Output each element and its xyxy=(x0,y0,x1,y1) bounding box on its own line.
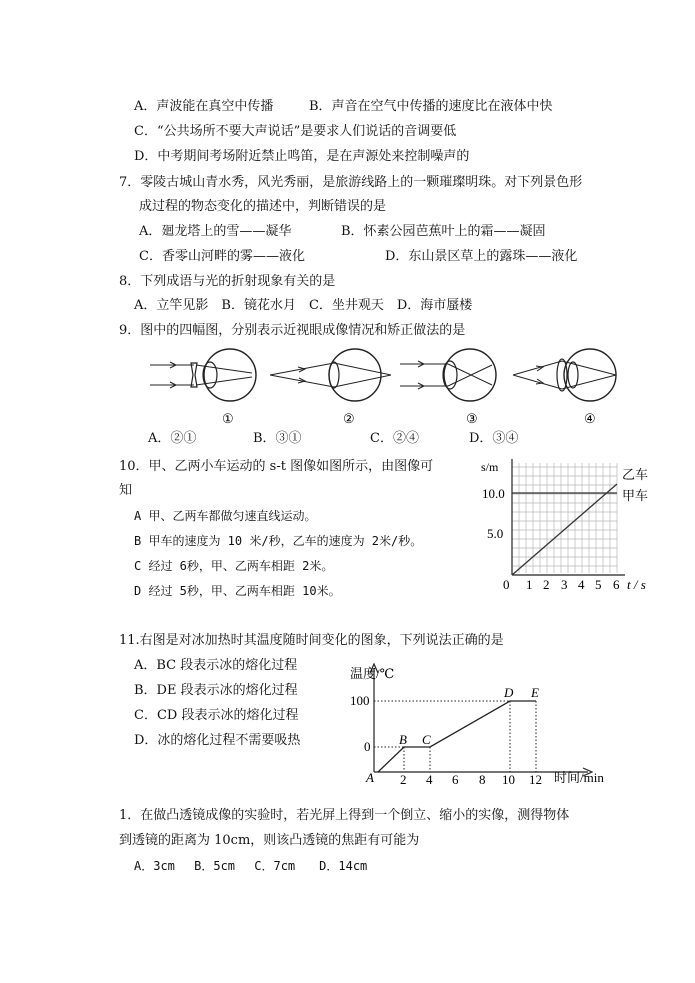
q10-legend-yi: 乙车 xyxy=(622,467,649,482)
q10-origin: 0 xyxy=(503,577,510,592)
eye-diagram-2 xyxy=(270,349,391,401)
eye-label-2: ② xyxy=(343,411,355,426)
q10-xtick-6: 6 xyxy=(613,577,620,592)
q6-option-d: D．中考期间考场附近禁止鸣笛，是在声源处来控制噪声的 xyxy=(134,149,470,164)
q10-option-c: C 经过 6秒，甲、乙两车相距 2米。 xyxy=(134,559,334,573)
q11-point-c: C xyxy=(422,732,431,747)
eye-diagram-3 xyxy=(400,349,496,401)
q11-stem: 11.右图是对冰加热时其温度随时间变化的图象，下列说法正确的是 xyxy=(119,633,504,648)
q6-option-b: B．声音在空气中传播的速度比在液体中快 xyxy=(309,99,553,114)
q8-options: A．立竿见影 B．镜花水月 C．坐井观天 D．海市蜃楼 xyxy=(134,298,473,313)
eye-label-4: ④ xyxy=(584,411,596,426)
eye-label-3: ③ xyxy=(466,411,478,426)
q7-stem-line2: 成过程的物态变化的描述中，判断错误的是 xyxy=(139,199,387,214)
q9-option-c: C．②④ xyxy=(370,431,419,446)
q10-stem-line2: 知 xyxy=(119,483,133,498)
q12-stem-line2: 到透镜的距离为 10cm，则该凸透镜的焦距有可能为 xyxy=(119,833,420,848)
q11-option-b: B．DE 段表示冰的熔化过程 xyxy=(134,683,298,698)
q10-ytick-10: 10.0 xyxy=(482,486,505,501)
q11-xtick-8: 8 xyxy=(479,772,486,785)
q11-temperature-graph xyxy=(340,660,640,785)
q6-option-a: A．声波能在真空中传播 xyxy=(134,99,274,114)
q11-ytick-100: 100 xyxy=(350,693,370,708)
q11-xtick-2: 2 xyxy=(400,772,407,785)
eye-label-1: ① xyxy=(222,411,234,426)
q10-grid xyxy=(512,463,617,573)
q10-legend-jia: 甲车 xyxy=(622,488,649,503)
q10-y-label: s/m xyxy=(481,460,499,474)
q11-xtick-10: 10 xyxy=(502,772,515,785)
q7-option-c: C．香零山河畔的雾——液化 xyxy=(139,249,305,264)
q11-point-a: A xyxy=(366,770,374,785)
q10-xtick-5: 5 xyxy=(595,577,602,592)
q10-xtick-2: 2 xyxy=(543,577,550,592)
q11-point-e: E xyxy=(531,685,539,700)
eye-diagram-1 xyxy=(150,349,256,401)
q7-option-d: D．东山景区草上的露珠——液化 xyxy=(385,249,578,264)
q11-option-a: A．BC 段表示冰的熔化过程 xyxy=(134,658,298,673)
q11-xtick-12: 12 xyxy=(529,772,542,785)
q10-option-d: D 经过 5秒，甲、乙两车相距 10米。 xyxy=(134,584,341,598)
q10-xtick-3: 3 xyxy=(561,577,568,592)
eye-diagram-4 xyxy=(513,349,616,401)
q12-options: A．3cm B．5cm C．7cm D．14cm xyxy=(134,859,368,873)
q10-ytick-5: 5.0 xyxy=(487,526,504,541)
q7-option-b: B．怀素公园芭蕉叶上的霜——凝固 xyxy=(341,224,546,239)
q9-option-d: D．③④ xyxy=(469,431,519,446)
q9-eye-diagrams xyxy=(148,343,638,428)
q11-y-label: 温度/℃ xyxy=(350,666,395,681)
q9-option-a: A．②① xyxy=(148,431,197,446)
q11-xtick-4: 4 xyxy=(426,772,433,785)
q9-option-b: B．③① xyxy=(253,431,302,446)
q10-option-b: B 甲车的速度为 10 米/秒，乙车的速度为 2米/秒。 xyxy=(134,534,423,548)
q8-stem: 8．下列成语与光的折射现象有关的是 xyxy=(119,274,336,289)
q10-line-yi xyxy=(512,484,617,575)
q9-stem: 9．图中的四幅图，分别表示近视眼成像情况和矫正做法的是 xyxy=(119,323,466,338)
q10-st-graph xyxy=(475,455,665,595)
q11-point-b: B xyxy=(399,732,407,747)
q11-point-d: D xyxy=(504,685,514,700)
q11-x-label: 时间/min xyxy=(554,770,604,785)
q10-x-label: t / s xyxy=(627,577,646,592)
q6-option-c: C．“公共场所不要大声说话”是要求人们说话的音调要低 xyxy=(134,124,457,139)
q12-stem-line1: 1．在做凸透镜成像的实验时，若光屏上得到一个倒立、缩小的实像，测得物体 xyxy=(119,808,570,823)
q10-option-a: A 甲、乙两车都做匀速直线运动。 xyxy=(134,509,317,523)
q11-xtick-6: 6 xyxy=(452,772,459,785)
q11-ytick-0: 0 xyxy=(364,739,371,754)
q10-xtick-1: 1 xyxy=(526,577,533,592)
q11-option-c: C．CD 段表示冰的熔化过程 xyxy=(134,708,299,723)
q7-option-a: A．廻龙塔上的雪——凝华 xyxy=(139,224,292,239)
q11-option-d: D．冰的熔化过程不需要吸热 xyxy=(134,733,301,748)
q10-xtick-4: 4 xyxy=(578,577,585,592)
q7-stem-line1: 7．零陵古城山青水秀，风光秀丽，是旅游线路上的一颗璀璨明珠。对下列景色形 xyxy=(119,175,583,190)
q10-stem-line1: 10．甲、乙两小车运动的 s-t 图像如图所示，由图像可 xyxy=(119,459,434,474)
